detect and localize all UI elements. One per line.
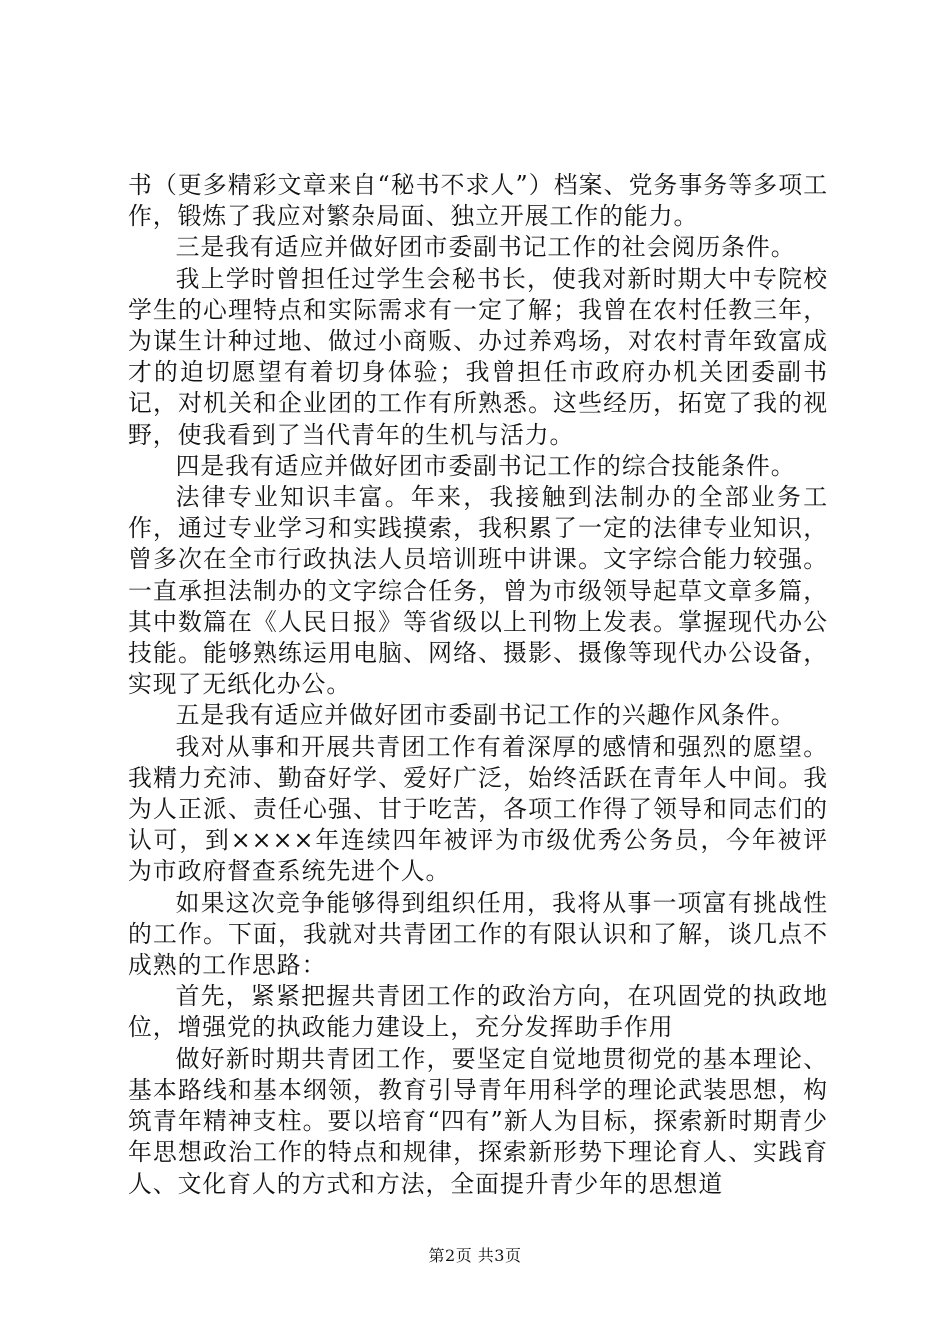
paragraph-1: 书（更多精彩文章来自“秘书不求人”）档案、党务事务等多项工作，锻炼了我应对繁杂局面、独立开展工作的能力。	[128, 171, 828, 231]
paragraph-2: 三是我有适应并做好团市委副书记工作的社会阅历条件。	[175, 233, 796, 262]
paragraph-7: 我对从事和开展共青团工作有着深厚的感情和强烈的愿望。我精力充沛、勤奋好学、爱好广泛，始终活跃在青年人中间。我为人正派、责任心强、甘于吃苦，各项工作得了领导和同志们的认可，到××××年连续四年被评为市级优秀公务员，今年被评为市政府督查系统先进个人。	[128, 732, 828, 886]
paragraph-8: 如果这次竞争能够得到组织任用，我将从事一项富有挑战性的工作。下面，我就对共青团工作的有限认识和了解，谈几点不成熟的工作思路：	[128, 888, 828, 980]
paragraph-9: 首先，紧紧把握共青团工作的政治方向，在巩固党的执政地位，增强党的执政能力建设上，充分发挥助手作用	[128, 982, 828, 1042]
page-number-footer: 第2页 共3页	[428, 1246, 522, 1265]
paragraph-4: 四是我有适应并做好团市委副书记工作的综合技能条件。	[175, 451, 796, 480]
paragraph-5: 法律专业知识丰富。年来，我接触到法制办的全部业务工作，通过专业学习和实践摸索，我积累了一定的法律专业知识，曾多次在全市行政执法人员培训班中讲课。文字综合能力较强。一直承担法制办的文字综合任务，曾为市级领导起草文章多篇，其中数篇在《人民日报》等省级以上刊物上发表。掌握现代办公技能。能够熟练运用电脑、网络、摄影、摄像等现代办公设备，实现了无纸化办公。	[128, 483, 828, 699]
document-body	[128, 170, 828, 1200]
paragraph-3: 我上学时曾担任过学生会秘书长，使我对新时期大中专院校学生的心理特点和实际需求有一定了解；我曾在农村任教三年，为谋生计种过地、做过小商贩、办过养鸡场，对农村青年致富成才的迫切愿望有着切身体验；我曾担任市政府办机关团委副书记，对机关和企业团的工作有所熟悉。这些经历，拓宽了我的视野，使我看到了当代青年的生机与活力。	[128, 264, 828, 449]
paragraph-10: 做好新时期共青团工作，要坚定自觉地贯彻党的基本理论、基本路线和基本纲领，教育引导青年用科学的理论武装思想，构筑青年精神支柱。要以培育“四有”新人为目标，探索新时期青少年思想政治工作的特点和规律，探索新形势下理论育人、实践育人、文化育人的方式和方法，全面提升青少年的思想道	[128, 1044, 828, 1198]
paragraph-6: 五是我有适应并做好团市委副书记工作的兴趣作风条件。	[175, 701, 796, 730]
